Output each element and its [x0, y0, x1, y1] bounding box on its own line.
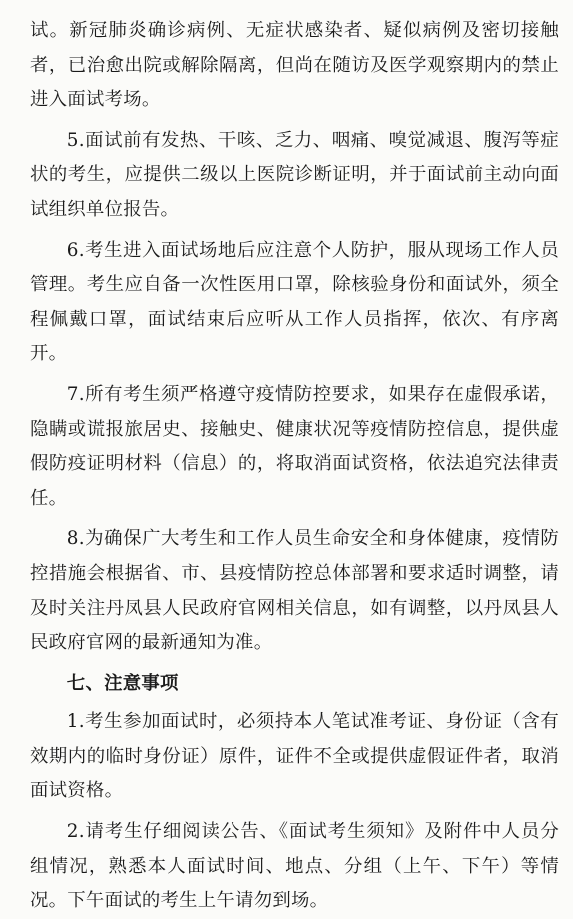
section-heading: 七、注意事项: [66, 672, 179, 694]
note-item-1: 1.考生参加面试时，必须持本人笔试准考证、身份证（含有效期内的临时身份证）原件，证件不全或提供虚假证件者，取消面试资格。: [30, 711, 559, 802]
paragraph-item-7: 7.所有考生须严格遵守疫情防控要求，如果存在虚假承诺，隐瞒或谎报旅居史、接触史、健康状况等疫情防控信息，提供虚假防疫证明材料（信息）的，将取消面试资格，依法追究法律责任。: [30, 383, 559, 509]
paragraph-item-6: 6.考生进入面试场地后应注意个人防护，服从现场工作人员管理。考生应自备一次性医用口罩，除核验身份和面试外，须全程佩戴口罩，面试结束后应听从工作人员指挥，依次、有序离开。: [30, 239, 559, 365]
paragraph-continuation: 试。新冠肺炎确诊病例、无症状感染者、疑似病例及密切接触者，已治愈出院或解除隔离，但尚在随访及医学观察期内的禁止进入面试考场。: [30, 20, 559, 111]
note-item-2: 2.请考生仔细阅读公告、《面试考生须知》及附件中人员分组情况，熟悉本人面试时间、地点、分组（上午、下午）等情况。下午面试的考生上午请勿到场。: [30, 821, 559, 912]
paragraph-item-8: 8.为确保广大考生和工作人员生命安全和身体健康，疫情防控措施会根据省、市、县疫情防控总体部署和要求适时调整，请及时关注丹凤县人民政府官网相关信息，如有调整，以丹凤县人民政府官网的最新通知为准。: [30, 528, 559, 654]
paragraph-item-5: 5.面试前有发热、干咳、乏力、咽痛、嗅觉减退、腹泻等症状的考生，应提供二级以上医院诊断证明，并于面试前主动向面试组织单位报告。: [30, 129, 559, 220]
